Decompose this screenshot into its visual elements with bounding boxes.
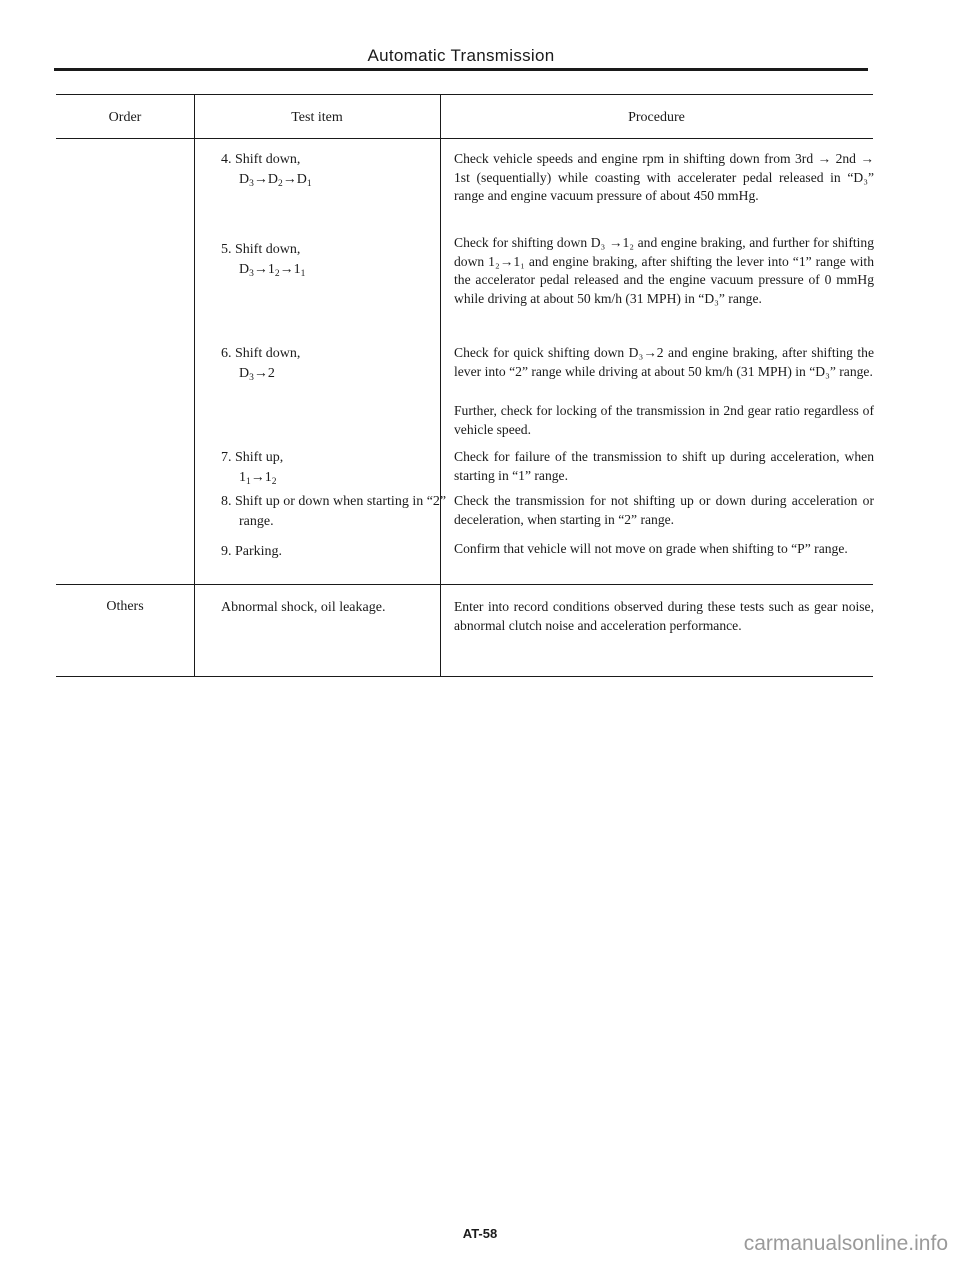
order-others: Others xyxy=(106,599,144,614)
header-rule xyxy=(54,68,868,71)
procedure-5: Check for shifting down D₃ →1₂ and engine braking, and further for shifting down 1₂→1₁ and engine braking, after shifting the lever into “1” range with the accelerator pedal released and the engine vacuum pressure of 0 mmHg while driving at about 50 km/h (31 MPH) in “D₃” range. xyxy=(454,235,874,306)
procedure-6: Check for quick shifting down D₃→2 and engine braking, after shifting the lever into “2” range while driving at about 50 km/h (31 MPH) in “D₃” range. xyxy=(454,345,874,379)
test-item-formula: $D_3\to D_2\to D_1$ xyxy=(239,172,312,189)
test-item-label: 8. Shift up or down when starting in “2” range. xyxy=(221,494,447,529)
watermark: carmanualsonline.info xyxy=(743,1232,948,1255)
test-item-label: Abnormal shock, oil leakage. xyxy=(221,600,386,615)
test-item-label: 5. Shift down, xyxy=(221,242,301,257)
procedure-6-extra: Further, check for locking of the transmission in 2nd gear ratio regardless of vehicle speed. xyxy=(454,403,874,437)
procedure-7: Check for failure of the transmission to shift up during acceleration, when starting in “1” range. xyxy=(454,449,874,483)
test-item-label: 6. Shift down, xyxy=(221,346,301,361)
page-number: AT-58 xyxy=(462,1226,498,1241)
header-order: Order xyxy=(108,110,142,125)
test-item-4 xyxy=(221,150,312,190)
test-item-column xyxy=(217,94,465,676)
procedure-9: Confirm that vehicle will not move on grade when shifting to “P” range. xyxy=(454,541,848,556)
test-item-7 xyxy=(221,448,283,488)
test-item-6 xyxy=(221,344,300,384)
procedure-column xyxy=(454,94,874,676)
header-procedure: Procedure xyxy=(628,110,685,125)
procedure-4: Check vehicle speeds and engine rpm in shifting down from 3rd → 2nd → 1st (sequentially) while coasting with accelerater pedal released in “D₃” range and engine vacuum pressure of about 450 mmHg. xyxy=(454,151,874,204)
test-item-9 xyxy=(221,542,282,562)
table-bottom-rule xyxy=(56,676,873,677)
column-divider-1 xyxy=(194,94,195,676)
test-item-8 xyxy=(221,492,447,532)
page-header: Automatic Transmission xyxy=(367,46,555,65)
test-item-label: 4. Shift down, xyxy=(221,152,301,167)
procedure-8: Check the transmission for not shifting up or down during acceleration or deceleration, when starting in “2” range. xyxy=(454,493,874,527)
test-item-label: 9. Parking. xyxy=(221,544,283,559)
header-test-item: Test item xyxy=(291,110,343,125)
test-item-formula: $D_3\to 2$ xyxy=(239,366,275,383)
test-item-formula: $1_1\to 1_2$ xyxy=(239,470,277,487)
test-item-5 xyxy=(221,240,305,280)
test-item-formula: $D_3\to 1_2\to 1_1$ xyxy=(239,262,306,279)
test-item-label: 7. Shift up, xyxy=(221,450,284,465)
test-item-others xyxy=(221,598,385,618)
procedure-others: Enter into record conditions observed during these tests such as gear noise, abnormal clutch noise and acceleration performance. xyxy=(454,599,874,633)
test-procedure-table xyxy=(56,94,873,676)
